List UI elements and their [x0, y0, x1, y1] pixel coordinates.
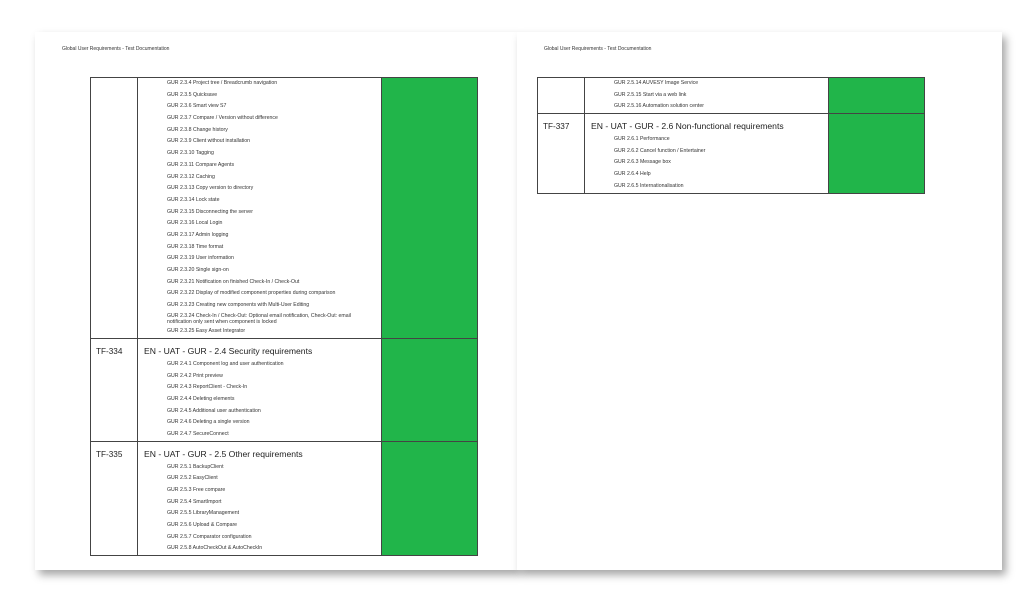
requirement-item: GUR 2.3.10 Tagging [167, 150, 214, 157]
test-id-cell [538, 114, 585, 193]
requirement-item: GUR 2.3.24 Check-In / Check-Out: Optional email notification, Check-Out: email notification only sent when component is locked [167, 312, 351, 325]
requirement-item: GUR 2.5.2 EasyClient [167, 475, 218, 482]
requirement-item: GUR 2.5.16 Automation solution center [614, 103, 704, 110]
requirement-item: GUR 2.5.3 Free compare [167, 487, 226, 494]
section-title: EN - UAT - GUR - 2.5 Other requirements [144, 448, 303, 459]
requirement-item: GUR 2.3.13 Copy version to directory [167, 185, 254, 192]
section-title: EN - UAT - GUR - 2.4 Security requirements [144, 345, 313, 356]
test-id: TF-337 [543, 122, 570, 132]
requirement-item: GUR 2.6.1 Performance [614, 136, 670, 143]
requirement-item: GUR 2.3.14 Lock state [167, 196, 220, 203]
section-title: EN - UAT - GUR - 2.6 Non-functional requirements [591, 121, 784, 132]
document-page-left [35, 32, 517, 570]
requirement-item: GUR 2.5.1 BackupClient [167, 463, 224, 470]
requirement-item: GUR 2.4.5 Additional user authentication [167, 407, 261, 414]
requirements-cell [138, 441, 382, 556]
test-id-cell [91, 441, 138, 556]
requirements-cell [138, 78, 382, 339]
requirement-item: GUR 2.3.6 Smart view S7 [167, 103, 227, 110]
requirement-item: GUR 2.4.7 SecureConnect [167, 430, 229, 437]
requirement-item: GUR 2.5.8 AutoCheckOut & AutoCheckIn [167, 545, 263, 552]
table-row [91, 441, 478, 556]
result-cell-passed [382, 78, 478, 339]
table-row [538, 114, 925, 193]
requirement-item: GUR 2.6.3 Message box [614, 159, 671, 166]
result-cell-passed [382, 338, 478, 441]
requirement-item: GUR 2.3.18 Time format [167, 243, 224, 250]
requirement-item: GUR 2.3.22 Display of modified component properties during comparison [167, 290, 336, 297]
requirement-item: GUR 2.3.12 Caching [167, 173, 215, 180]
test-id: TF-334 [96, 346, 123, 356]
requirement-item: GUR 2.3.23 Creating new components with Multi-User Editing [167, 302, 310, 309]
requirement-item: GUR 2.6.2 Cancel function / Entertainer [614, 147, 706, 154]
requirement-item: GUR 2.5.14 AUVESY Image Service [614, 80, 699, 86]
requirement-item: GUR 2.3.25 Easy Asset Integrator [167, 328, 246, 335]
test-id-cell [91, 78, 138, 339]
requirement-item: GUR 2.5.15 Start via a web link [614, 91, 687, 98]
requirement-item: GUR 2.4.1 Component log and user authentication [167, 360, 284, 367]
requirement-item: GUR 2.3.4 Project tree / Breadcrumb navigation [167, 80, 278, 86]
page-header: Global User Requirements - Test Documentation [62, 46, 170, 52]
requirement-item: GUR 2.5.7 Comparator configuration [167, 533, 252, 540]
requirement-item: GUR 2.3.17 Admin logging [167, 231, 229, 238]
requirement-item: GUR 2.6.5 Internationalisation [614, 182, 684, 189]
requirement-item: GUR 2.3.16 Local Login [167, 220, 223, 227]
document-page-right [517, 32, 1002, 570]
requirement-item: GUR 2.5.5 LibraryManagement [167, 510, 240, 517]
requirement-item: GUR 2.3.19 User information [167, 255, 234, 262]
requirement-item: GUR 2.3.15 Disconnecting the server [167, 208, 253, 215]
table-row [91, 78, 478, 339]
requirements-cell [138, 338, 382, 441]
requirements-table [90, 77, 478, 556]
result-cell-passed [829, 114, 925, 193]
requirement-item: GUR 2.4.6 Deleting a single version [167, 419, 250, 426]
requirement-item: GUR 2.3.20 Single sign-on [167, 267, 229, 273]
page-header: Global User Requirements - Test Documentation [544, 46, 652, 52]
requirement-item: GUR 2.3.8 Change history [167, 126, 228, 133]
requirements-cell [585, 78, 829, 114]
test-id-cell [91, 338, 138, 441]
requirement-item: GUR 2.6.4 Help [614, 171, 651, 178]
requirement-item: GUR 2.3.11 Compare Agents [167, 161, 235, 168]
requirement-item: GUR 2.3.9 Client without installation [167, 138, 251, 145]
result-cell-passed [382, 441, 478, 556]
requirement-item: GUR 2.5.4 SmartImport [167, 498, 222, 505]
requirements-cell [585, 114, 829, 193]
requirements-table [537, 77, 925, 194]
result-cell-passed [829, 78, 925, 114]
test-id: TF-335 [96, 449, 123, 459]
requirement-item: GUR 2.4.4 Deleting elements [167, 395, 235, 402]
requirement-item: GUR 2.3.21 Notification on finished Check-In / Check-Out [167, 278, 300, 285]
table-row [538, 78, 925, 114]
test-id-cell [538, 78, 585, 114]
table-row [91, 338, 478, 441]
requirement-item: GUR 2.3.7 Compare / Version without difference [167, 115, 278, 122]
requirement-item: GUR 2.4.3 ReportClient - Check-In [167, 384, 248, 391]
requirement-item: GUR 2.3.5 Quicksave [167, 91, 218, 98]
requirement-item: GUR 2.5.6 Upload & Compare [167, 522, 238, 529]
requirement-item: GUR 2.4.2 Print preview [167, 372, 223, 379]
